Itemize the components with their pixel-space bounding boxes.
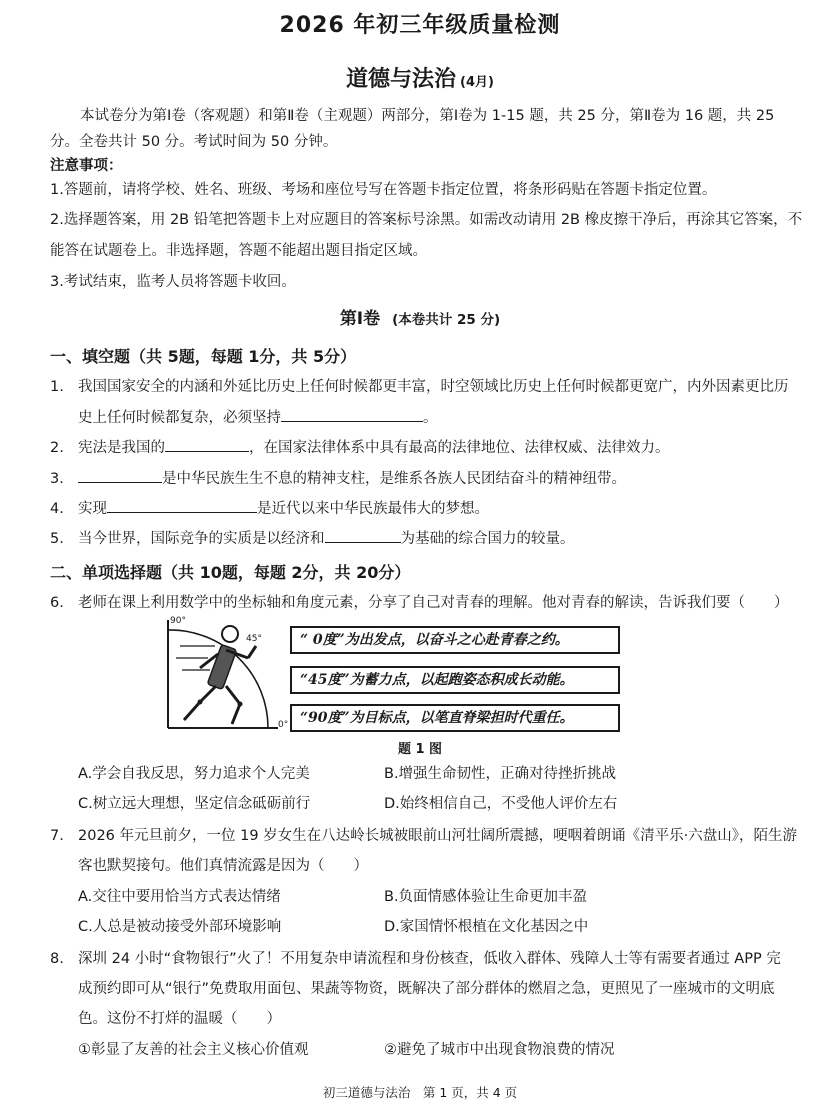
q8-line-2: 成预约即可从“银行”免费取用面包、果蔬等物资，既解决了部分群体的燃眉之急，更照见了一座城市的文明底 bbox=[78, 981, 775, 997]
q6-stem bbox=[50, 593, 789, 613]
q3-number: 3. bbox=[50, 471, 64, 487]
q1-number: 1. bbox=[50, 379, 64, 395]
q6-text: 老师在课上利用数学中的坐标轴和角度元素，分享了自己对青春的理解。他对青春的解读，告诉我们要（ ） bbox=[78, 595, 789, 611]
notice-heading: 注意事项： bbox=[50, 158, 123, 174]
section-one-title: 一、填空题（共 5题，每题 1分，共 5分） bbox=[50, 347, 357, 366]
q4-text-post: 是近代以来中华民族最伟大的梦想。 bbox=[257, 501, 489, 517]
part-one-note: (本卷共计 25 分) bbox=[392, 312, 501, 328]
q2-line bbox=[50, 437, 670, 458]
q2-number: 2. bbox=[50, 440, 64, 456]
q8-number: 8. bbox=[50, 951, 64, 967]
q2-text-post: ，在国家法律体系中具有最高的法律地位、法律权威、法律效力。 bbox=[249, 440, 670, 456]
q4-answer-blank[interactable] bbox=[107, 498, 257, 513]
notice-item-2-line-2: 能答在试题卷上。非选择题，答题不能超出题目指定区域。 bbox=[50, 243, 427, 259]
q7-option-a[interactable]: A.交往中要用恰当方式表达情绪 bbox=[78, 889, 281, 905]
q6-figure bbox=[160, 616, 630, 736]
figure-box-0-degree: “ 0度”为出发点，以奋斗之心赴青春之约。 bbox=[290, 626, 620, 654]
q8-line-1 bbox=[50, 949, 781, 969]
q7-option-c[interactable]: C.人总是被动接受外部环境影响 bbox=[78, 919, 282, 935]
q5-line bbox=[50, 528, 575, 549]
notice-item-1: 1.答题前，请将学校、姓名、班级、考场和座位号写在答题卡指定位置，将条形码贴在答题卡指定位置。 bbox=[50, 182, 717, 198]
q6-option-b[interactable]: B.增强生命韧性，正确对待挫折挑战 bbox=[384, 766, 617, 782]
q1-text-3: 。 bbox=[423, 410, 438, 426]
q3-text-post: 是中华民族生生不息的精神支柱，是维系各族人民团结奋斗的精神纽带。 bbox=[162, 471, 626, 487]
intro-line-1: 本试卷分为第Ⅰ卷（客观题）和第Ⅱ卷（主观题）两部分，第Ⅰ卷为 1-15 题，共 25 分，第Ⅱ卷为 16 题，共 25 bbox=[80, 108, 775, 124]
q6-option-c[interactable]: C.树立远大理想，坚定信念砥砺前行 bbox=[78, 796, 311, 812]
q8-text-1: 深圳 24 小时“食物银行”火了！不用复杂申请流程和身份核查，低收入群体、残障人士等有需要者通过 APP 完 bbox=[78, 951, 781, 967]
notice-item-2-line-1: 2.选择题答案，用 2B 铅笔把答题卡上对应题目的答案标号涂黑。如需改动请用 2B 橡皮擦干净后，再涂其它答案，不 bbox=[50, 212, 803, 228]
q5-text-pre: 当今世界，国际竞争的实质是以经济和 bbox=[78, 531, 325, 547]
page-footer: 初三道德与法治 第 1 页，共 4 页 bbox=[322, 1085, 518, 1100]
exam-title: 2026 年初三年级质量检测 bbox=[279, 13, 561, 38]
q1-answer-blank[interactable] bbox=[281, 407, 423, 422]
figure-caption: 题 1 图 bbox=[397, 742, 443, 757]
q3-answer-blank[interactable] bbox=[78, 468, 162, 483]
q4-text-pre: 实现 bbox=[78, 501, 107, 517]
label-0-degree: 0° bbox=[278, 720, 289, 730]
q1-line-2 bbox=[78, 407, 438, 428]
q5-answer-blank[interactable] bbox=[325, 528, 401, 543]
q2-answer-blank[interactable] bbox=[165, 437, 249, 452]
q3-line bbox=[50, 468, 626, 489]
q4-number: 4. bbox=[50, 501, 64, 517]
running-figure-illustration bbox=[160, 616, 290, 736]
q6-number: 6. bbox=[50, 595, 64, 611]
q8-option-1[interactable]: ①彰显了友善的社会主义核心价值观 bbox=[78, 1042, 309, 1058]
section-two-title: 二、单项选择题（共 10题，每题 2分，共 20分） bbox=[50, 563, 411, 582]
q7-text-1: 2026 年元旦前夕，一位 19 岁女生在八达岭长城被眼前山河壮阔所震撼，哽咽着朗诵《清平乐·六盘山》，陌生游 bbox=[78, 828, 798, 844]
q7-line-2: 客也默契接句。他们真情流露是因为（ ） bbox=[78, 858, 368, 874]
part-one-heading bbox=[0, 304, 840, 329]
q6-option-a[interactable]: A.学会自我反思，努力追求个人完美 bbox=[78, 766, 310, 782]
subject-title: 道德与法治 bbox=[346, 67, 457, 92]
notice-item-3: 3.考试结束，监考人员将答题卡收回。 bbox=[50, 274, 296, 290]
label-45-degree: 45° bbox=[246, 634, 262, 644]
q7-line-1 bbox=[50, 826, 797, 846]
q6-option-d[interactable]: D.始终相信自己，不受他人评价左右 bbox=[384, 796, 618, 812]
q7-number: 7. bbox=[50, 828, 64, 844]
q4-line bbox=[50, 498, 489, 519]
part-one-title: 第Ⅰ卷 bbox=[339, 309, 381, 329]
q5-text-post: 为基础的综合国力的较量。 bbox=[400, 531, 575, 547]
q8-line-3: 色。这份不打烊的温暖（ ） bbox=[78, 1011, 281, 1027]
figure-box-45-degree: “45度”为蓄力点，以起跑姿态积成长动能。 bbox=[290, 666, 620, 694]
q1-text-1: 我国国家安全的内涵和外延比历史上任何时候都更丰富，时空领域比历史上任何时候都更宽广，内外因素更比历 bbox=[78, 379, 789, 395]
q8-option-2[interactable]: ②避免了城市中出现食物浪费的情况 bbox=[384, 1042, 615, 1058]
q1-text-2: 史上任何时候都复杂，必须坚持 bbox=[78, 410, 281, 426]
label-90-degree: 90° bbox=[170, 616, 186, 626]
subject-heading bbox=[0, 62, 840, 93]
figure-box-90-degree: “90度”为目标点，以笔直脊梁担时代重任。 bbox=[290, 704, 620, 732]
q7-option-b[interactable]: B.负面情感体验让生命更加丰盈 bbox=[384, 889, 588, 905]
q7-option-d[interactable]: D.家国情怀根植在文化基因之中 bbox=[384, 919, 589, 935]
intro-line-2: 分。全卷共计 50 分。考试时间为 50 分钟。 bbox=[50, 134, 338, 150]
q1-line-1 bbox=[50, 377, 789, 397]
exam-month: (4月) bbox=[460, 75, 494, 90]
q2-text-pre: 宪法是我国的 bbox=[78, 440, 165, 456]
q5-number: 5. bbox=[50, 531, 64, 547]
